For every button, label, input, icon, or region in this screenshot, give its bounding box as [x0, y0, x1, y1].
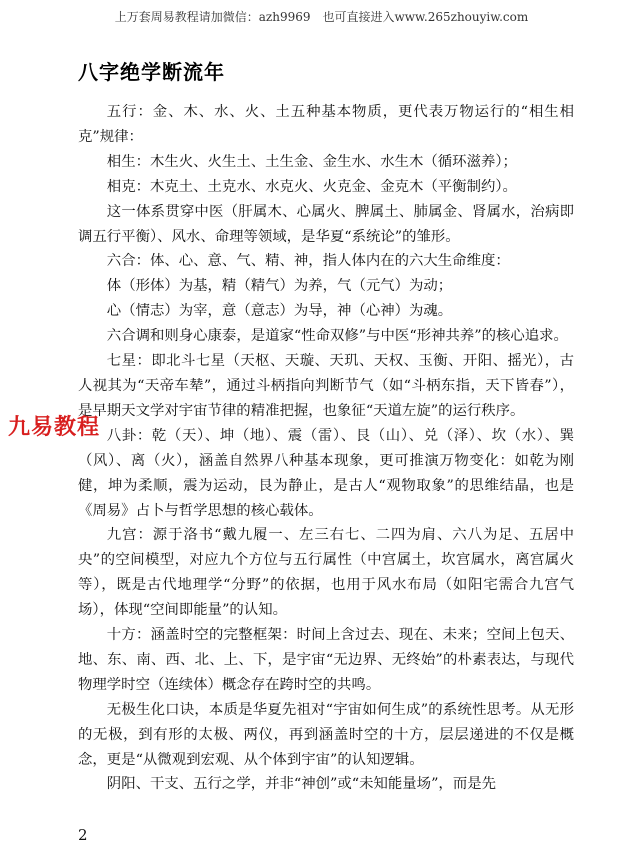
paragraph: 相克：木克土、土克水、水克火、火克金、金克木（平衡制约）。: [106, 178, 517, 195]
paragraph: 八卦：乾（天）、坤（地）、震（雷）、艮（山）、兑（泽）、坎（水）、巽（风）、离（火），涵盖自然界八种基本现象，更可推演万物变化：如乾为刚健，坤为柔顺，震为运动，艮为静止，是古人“观物取象”的思维结晶，也是《周易》占卜与哲学思想的核心载体。: [78, 427, 574, 519]
paragraph: 无极生化口诀，本质是华夏先祖对“宇宙如何生成”的系统性思考。从无形的无极，到有形的太极、两仪，再到涵盖时空的十方，层层递进的不仅是概念，更是“从微观到宏观、从个体到宇宙”的认知逻辑。: [78, 701, 574, 768]
article-body: [78, 100, 574, 797]
paragraph: 五行：金、木、水、火、土五种基本物质，更代表万物运行的“相生相克”规律：: [78, 104, 574, 145]
page-title: 八字绝学断流年: [78, 60, 225, 84]
paragraph: 体（形体）为基，精（精气）为养，气（元气）为动；: [106, 278, 453, 295]
paragraph: 相生：木生火、火生土、土生金、金生水、水生木（循环滋养）；: [106, 153, 517, 170]
watermark: 九易教程: [8, 415, 101, 440]
page-number: 2: [78, 826, 88, 844]
paragraph: 九宫：源于洛书“戴九履一、左三右七、二四为肩、六八为足、五居中央”的空间模型，对应九个方位与五行属性（中宫属土，坎宫属水，离宫属火等），既是古代地理学“分野”的依据，也用于风水布局（如阳宅需合九宫气场），体现“空间即能量”的认知。: [78, 527, 574, 619]
page-header: 上万套周易教程请加微信：azh9969 也可直接进入www.265zhouyiw.com: [114, 10, 529, 24]
paragraph: 十方：涵盖时空的完整框架：时间上含过去、现在、未来；空间上包天、地、东、南、西、北、上、下，是宇宙“无边界、无终始”的朴素表达，与现代物理学时空（连续体）概念存在跨时空的共鸣。: [78, 627, 574, 693]
paragraph: 阴阳、干支、五行之学，并非“神创”或“未知能量场”，而是先: [106, 776, 496, 793]
paragraph: 这一体系贯穿中医（肝属木、心属火、脾属土、肺属金、肾属水，治病即调五行平衡）、风水、命理等领域，是华夏“系统论”的雏形。: [78, 203, 574, 245]
paragraph: 心（情志）为宰，意（意志）为导，神（心神）为魂。: [106, 303, 453, 320]
paragraph: 六合：体、心、意、气、精、神，指人体内在的六大生命维度：: [106, 253, 510, 270]
paragraph: 七星：即北斗七星（天枢、天璇、天玑、天权、玉衡、开阳、摇光），古人视其为“天帝车辇”，通过斗柄指向判断节气（如“斗柄东指，天下皆春”），是早期天文学对宇宙节律的精准把握，也象征“天道左旋”的运行秩序。: [78, 353, 574, 419]
paragraph: 六合调和则身心康泰，是道家“性命双修”与中医“形神共养”的核心追求。: [106, 328, 568, 345]
